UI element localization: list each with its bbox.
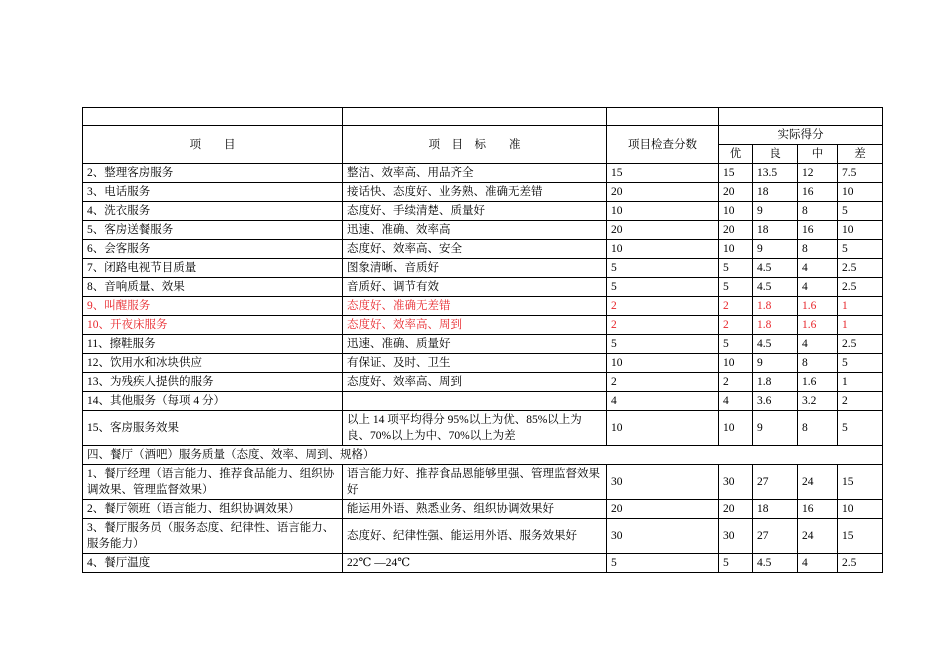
header-good: 良: [753, 145, 798, 164]
item-cell: 2、餐厅领班（语言能力、组织协调效果）: [83, 500, 343, 519]
fair-cell: 8: [798, 354, 838, 373]
table-row: [83, 554, 883, 573]
score-cell: 30: [607, 465, 719, 500]
section-title: 四、餐厅（酒吧）服务质量（态度、效率、周到、规格）: [83, 446, 883, 465]
poor-cell: 5: [838, 411, 883, 446]
good-cell: 13.5: [753, 164, 798, 183]
good-cell: 27: [753, 519, 798, 554]
poor-cell: 10: [838, 221, 883, 240]
fair-cell: 8: [798, 202, 838, 221]
excellent-cell: 2: [719, 297, 753, 316]
header-item: 项 目: [83, 126, 343, 164]
fair-cell: 4: [798, 335, 838, 354]
poor-cell: 15: [838, 519, 883, 554]
score-cell: 10: [607, 202, 719, 221]
standard-cell: 迅速、准确、效率高: [343, 221, 607, 240]
blank-cell: [343, 108, 607, 126]
poor-cell: 1: [838, 316, 883, 335]
excellent-cell: 10: [719, 202, 753, 221]
good-cell: 1.8: [753, 373, 798, 392]
table-row: [83, 221, 883, 240]
poor-cell: 7.5: [838, 164, 883, 183]
standard-cell: 22℃ —24℃: [343, 554, 607, 573]
table-row: [83, 411, 883, 446]
item-cell: 5、客房送餐服务: [83, 221, 343, 240]
score-cell: 20: [607, 183, 719, 202]
table-row: [83, 373, 883, 392]
score-cell: 10: [607, 354, 719, 373]
fair-cell: 12: [798, 164, 838, 183]
score-table: [82, 107, 883, 573]
table-row: [83, 164, 883, 183]
poor-cell: 5: [838, 354, 883, 373]
item-cell: 6、会客服务: [83, 240, 343, 259]
good-cell: 4.5: [753, 335, 798, 354]
fair-cell: 24: [798, 465, 838, 500]
poor-cell: 15: [838, 465, 883, 500]
blank-cell: [607, 108, 719, 126]
item-cell: 3、餐厅服务员（服务态度、纪律性、语言能力、服务能力）: [83, 519, 343, 554]
good-cell: 18: [753, 500, 798, 519]
excellent-cell: 15: [719, 164, 753, 183]
table-row: [83, 297, 883, 316]
poor-cell: 2.5: [838, 335, 883, 354]
excellent-cell: 2: [719, 316, 753, 335]
excellent-cell: 30: [719, 519, 753, 554]
score-cell: 10: [607, 411, 719, 446]
good-cell: 1.8: [753, 316, 798, 335]
score-cell: 5: [607, 335, 719, 354]
standard-cell: [343, 392, 607, 411]
table-row: [83, 278, 883, 297]
poor-cell: 2.5: [838, 278, 883, 297]
score-cell: 10: [607, 240, 719, 259]
standard-cell: 语言能力好、推荐食品恩能够里强、管理监督效果好: [343, 465, 607, 500]
excellent-cell: 5: [719, 335, 753, 354]
fair-cell: 4: [798, 554, 838, 573]
fair-cell: 4: [798, 259, 838, 278]
table-row: [83, 240, 883, 259]
table-row: [83, 183, 883, 202]
standard-cell: 态度好、效率高、安全: [343, 240, 607, 259]
table-row: [83, 335, 883, 354]
item-cell: 1、餐厅经理（语言能力、推荐食品能力、组织协调效果、管理监督效果）: [83, 465, 343, 500]
table-row: [83, 316, 883, 335]
score-cell: 20: [607, 221, 719, 240]
score-cell: 15: [607, 164, 719, 183]
standard-cell: 能运用外语、熟悉业务、组织协调效果好: [343, 500, 607, 519]
poor-cell: 10: [838, 500, 883, 519]
item-cell: 8、音响质量、效果: [83, 278, 343, 297]
header-poor: 差: [838, 145, 883, 164]
header-fair: 中: [798, 145, 838, 164]
standard-cell: 图象清晰、音质好: [343, 259, 607, 278]
standard-cell: 态度好、效率高、周到: [343, 373, 607, 392]
poor-cell: 5: [838, 240, 883, 259]
poor-cell: 2: [838, 392, 883, 411]
excellent-cell: 2: [719, 373, 753, 392]
item-cell: 4、餐厅温度: [83, 554, 343, 573]
good-cell: 3.6: [753, 392, 798, 411]
item-cell: 13、为残疾人提供的服务: [83, 373, 343, 392]
item-cell: 10、开夜床服务: [83, 316, 343, 335]
score-cell: 5: [607, 259, 719, 278]
score-cell: 2: [607, 297, 719, 316]
poor-cell: 1: [838, 297, 883, 316]
item-cell: 4、洗衣服务: [83, 202, 343, 221]
item-cell: 15、客房服务效果: [83, 411, 343, 446]
header-standard: 项 目 标 准: [343, 126, 607, 164]
good-cell: 18: [753, 183, 798, 202]
fair-cell: 1.6: [798, 316, 838, 335]
item-cell: 11、擦鞋服务: [83, 335, 343, 354]
score-cell: 2: [607, 316, 719, 335]
standard-cell: 接话快、态度好、业务熟、准确无差错: [343, 183, 607, 202]
fair-cell: 16: [798, 183, 838, 202]
poor-cell: 10: [838, 183, 883, 202]
blank-cell: [719, 108, 883, 126]
excellent-cell: 5: [719, 259, 753, 278]
fair-cell: 1.6: [798, 373, 838, 392]
good-cell: 18: [753, 221, 798, 240]
table-row: [83, 259, 883, 278]
item-cell: 2、整理客房服务: [83, 164, 343, 183]
item-cell: 14、其他服务（每项 4 分）: [83, 392, 343, 411]
header-inspection-score: 项目检查分数: [607, 126, 719, 164]
poor-cell: 5: [838, 202, 883, 221]
excellent-cell: 10: [719, 411, 753, 446]
blank-cell: [83, 108, 343, 126]
table-row: [83, 354, 883, 373]
fair-cell: 1.6: [798, 297, 838, 316]
score-cell: 5: [607, 278, 719, 297]
score-cell: 20: [607, 500, 719, 519]
excellent-cell: 30: [719, 465, 753, 500]
excellent-cell: 20: [719, 221, 753, 240]
good-cell: 9: [753, 354, 798, 373]
fair-cell: 3.2: [798, 392, 838, 411]
header-actual-score: 实际得分: [719, 126, 883, 145]
standard-cell: 音质好、调节有效: [343, 278, 607, 297]
score-cell: 30: [607, 519, 719, 554]
excellent-cell: 10: [719, 354, 753, 373]
standard-cell: 以上 14 项平均得分 95%以上为优、85%以上为良、70%以上为中、70%以上为差: [343, 411, 607, 446]
excellent-cell: 20: [719, 500, 753, 519]
standard-cell: 态度好、效率高、周到: [343, 316, 607, 335]
poor-cell: 2.5: [838, 259, 883, 278]
standard-cell: 整洁、效率高、用品齐全: [343, 164, 607, 183]
table-row: [83, 500, 883, 519]
excellent-cell: 4: [719, 392, 753, 411]
fair-cell: 16: [798, 500, 838, 519]
blank-header-row: [83, 108, 883, 126]
good-cell: 27: [753, 465, 798, 500]
score-cell: 4: [607, 392, 719, 411]
score-cell: 2: [607, 373, 719, 392]
poor-cell: 1: [838, 373, 883, 392]
fair-cell: 4: [798, 278, 838, 297]
good-cell: 9: [753, 411, 798, 446]
good-cell: 4.5: [753, 259, 798, 278]
poor-cell: 2.5: [838, 554, 883, 573]
fair-cell: 16: [798, 221, 838, 240]
excellent-cell: 20: [719, 183, 753, 202]
good-cell: 1.8: [753, 297, 798, 316]
standard-cell: 有保证、及时、卫生: [343, 354, 607, 373]
table-row: [83, 465, 883, 500]
item-cell: 12、饮用水和冰块供应: [83, 354, 343, 373]
fair-cell: 8: [798, 411, 838, 446]
item-cell: 7、闭路电视节目质量: [83, 259, 343, 278]
table-row: [83, 202, 883, 221]
table-row: [83, 519, 883, 554]
item-cell: 9、叫醒服务: [83, 297, 343, 316]
good-cell: 4.5: [753, 554, 798, 573]
fair-cell: 24: [798, 519, 838, 554]
fair-cell: 8: [798, 240, 838, 259]
standard-cell: 态度好、准确无差错: [343, 297, 607, 316]
excellent-cell: 10: [719, 240, 753, 259]
section-row: [83, 446, 883, 465]
good-cell: 9: [753, 202, 798, 221]
item-cell: 3、电话服务: [83, 183, 343, 202]
table-row: [83, 392, 883, 411]
excellent-cell: 5: [719, 278, 753, 297]
good-cell: 4.5: [753, 278, 798, 297]
standard-cell: 态度好、纪律性强、能运用外语、服务效果好: [343, 519, 607, 554]
excellent-cell: 5: [719, 554, 753, 573]
good-cell: 9: [753, 240, 798, 259]
score-cell: 5: [607, 554, 719, 573]
header-row: [83, 126, 883, 145]
standard-cell: 迅速、准确、质量好: [343, 335, 607, 354]
standard-cell: 态度好、手续清楚、质量好: [343, 202, 607, 221]
header-excellent: 优: [719, 145, 753, 164]
